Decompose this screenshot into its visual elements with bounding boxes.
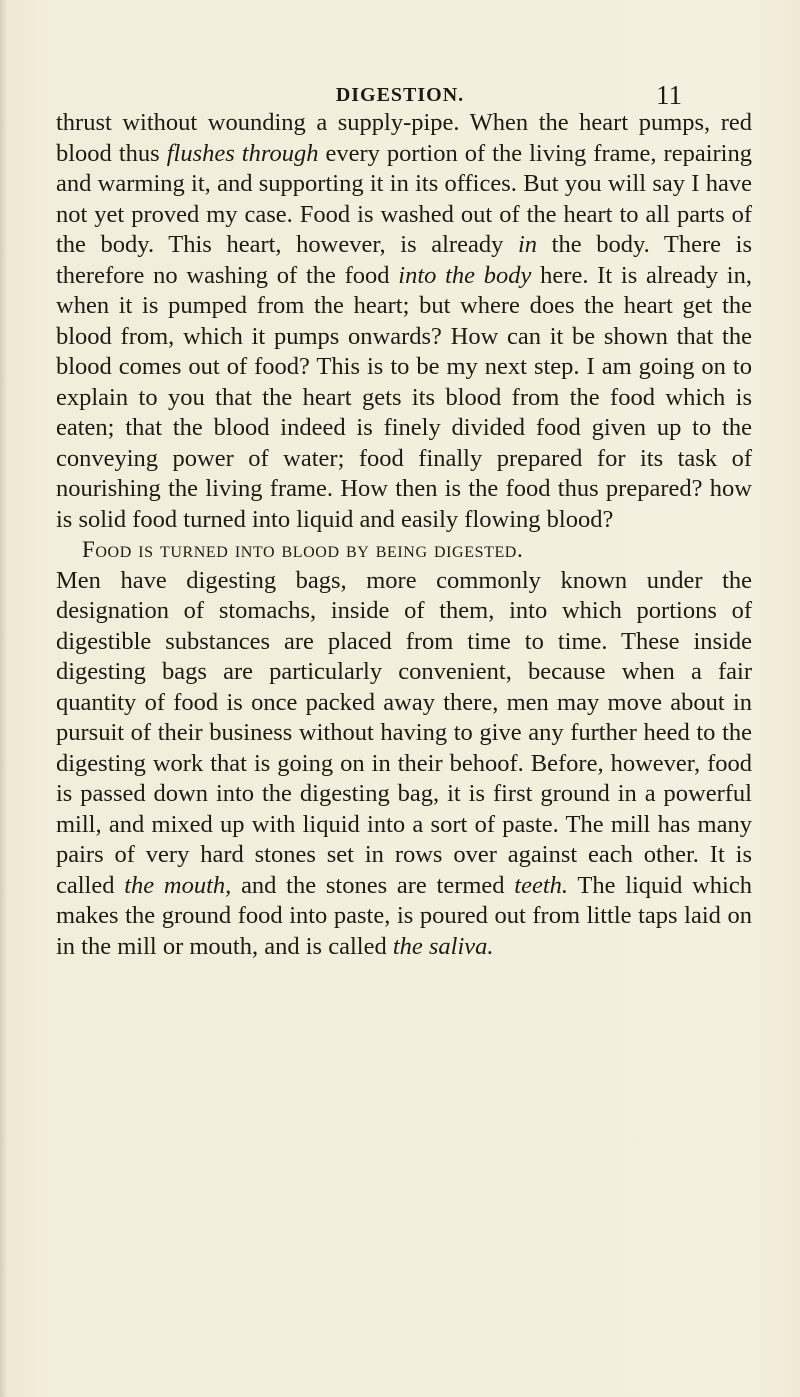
paragraph-2 [56, 566, 752, 963]
running-title: DIGESTION. [335, 84, 465, 106]
paragraph-2-part-2: and the stones are termed [231, 871, 515, 899]
paragraph-1-italic-2: in [517, 231, 538, 258]
paragraph-1-part-1: thrust without wounding a supply-pipe. When the heart pumps, red blood thus [56, 109, 752, 167]
paragraph-1-part-4: here. It is already in, when it is pumped from the heart; but where does the heart get the blood from, which it pumps onwards? How can it be shown that the blood comes out of food? This is to be my next step. I am going on to explain to you that the heart gets its blood from the food which is eaten; that the blood indeed is finely divided food given up to the conveying power of water; food finally prepared for its task of nourishing the living frame. How then is the food thus prepared? how is solid food turned into liquid and easily flowing blood? [56, 261, 752, 533]
page-text [56, 108, 752, 962]
paragraph-1-part-2: every portion of the living frame, repairing and warming it, and supporting it in its offices. But you will say I have not yet proved my case. Food is washed out of the heart to all parts of the body. This heart, however, is already [56, 139, 752, 258]
paragraph-1-italic-3: into the body [398, 261, 532, 289]
paragraph-2-italic-1: the mouth, [124, 871, 232, 899]
paragraph-1 [56, 108, 752, 535]
paragraph-2-part-1: Men have digesting bags, more commonly known under the designation of stomachs, inside of them, into which portions of digestible substances are placed from time to time. These inside digesting bags are particularly convenient, because when a fair quantity of food is once packed away there, men may move about in pursuit of their business without having to give any further heed to the digesting work that is going on in their behoof. Before, however, food is passed down into the digesting bag, it is first ground in a powerful mill, and mixed up with liquid into a sort of paste. The mill has many pairs of very hard stones set in rows over against each other. It is called [56, 566, 752, 899]
page-gutter-shadow [0, 0, 7, 1397]
section-heading: Food is turned into blood by being digested. [82, 537, 524, 562]
paragraph-1-italic-1: flushes through [166, 139, 319, 167]
paragraph-2-italic-2: teeth. [514, 871, 569, 899]
paragraph-2-part-3: The liquid which makes the ground food into paste, is poured out from little taps laid on in the mill or mouth, and is called [56, 871, 752, 960]
section-heading-line [56, 535, 752, 566]
paragraph-2-italic-3: the saliva. [392, 932, 494, 960]
page-number: 11 [656, 80, 682, 110]
paragraph-1-part-3: the body. There is therefore no washing of the food [56, 231, 752, 289]
